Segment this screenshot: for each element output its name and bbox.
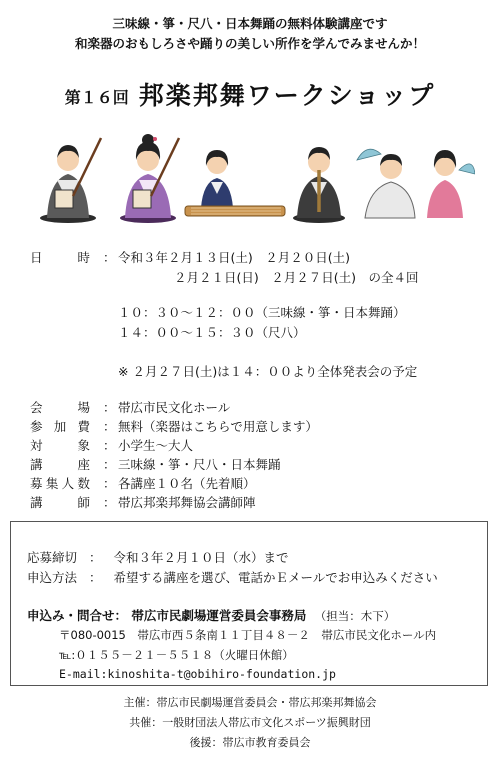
date-label: 日 時 <box>30 250 90 265</box>
presentation-note: ※ ２月２７日(土)は１４：００より全体発表会の予定 <box>118 364 418 379</box>
shakuhachi-player-icon <box>293 147 345 223</box>
title-edition: 第１６回 <box>64 88 129 107</box>
fee-label: 参 加 費 <box>30 419 90 434</box>
contact-person: （担当：木下） <box>314 609 396 623</box>
method-label: 申込方法 <box>27 570 78 585</box>
footer-co-organizer: 共催：一般財団法人帯広市文化スポーツ振興財団 <box>129 716 371 729</box>
capacity-value: 各講座１０名（先着順） <box>118 476 256 491</box>
title-main: 邦楽邦舞ワークショップ <box>138 81 436 110</box>
time-line-1: １０：３０～１２：００（三味線・箏・日本舞踊） <box>118 305 406 320</box>
musicians-illustration <box>35 130 475 225</box>
venue-label: 会 場 <box>30 400 90 415</box>
contact-label: 申込み・問合せ： <box>27 608 128 623</box>
phone-number: ℡:０１５５－２１－５５１８（火曜日休館） <box>59 648 294 662</box>
method-value: 希望する講座を選び、電話かＥメールでお申込みください <box>113 570 438 585</box>
course-value: 三味線・箏・尺八・日本舞踊 <box>118 457 281 472</box>
course-label: 講 座 <box>30 457 90 472</box>
venue-value: 帯広市民文化ホール <box>118 400 231 415</box>
deadline-row: 応募締切 ： 令和３年２月１０日（水）まで <box>27 550 289 565</box>
application-box <box>10 521 488 686</box>
koto-player-icon <box>185 150 285 216</box>
footer-organizer: 主催：帯広市民劇場運営委員会・帯広邦楽邦舞協会 <box>123 696 377 709</box>
date-line-2: ２月２１日(日) ２月２７日(土) の全４回 <box>174 270 419 285</box>
target-value: 小学生～大人 <box>118 438 194 453</box>
email-address: E-mail:kinoshita-t@obihiro-foundation.jp <box>59 667 336 681</box>
footer-supporter: 後援：帯広市教育委員会 <box>189 736 311 749</box>
intro-line-2: 和楽器のおもしろさや踊りの美しい所作を学んでみませんか！ <box>74 36 425 51</box>
deadline-label: 応募締切 <box>27 550 78 565</box>
contact-org: 帯広市民劇場運営委員会事務局 <box>131 608 307 623</box>
dancers-icon <box>357 149 475 218</box>
date-colon: ： <box>103 250 116 265</box>
instructor-value: 帯広邦楽邦舞協会講師陣 <box>118 495 256 510</box>
fee-value: 無料（楽器はこちらで用意します） <box>118 419 318 434</box>
method-row: 申込方法 ： 希望する講座を選び、電話かＥメールでお申込みください <box>27 570 438 585</box>
shamisen-player-man-icon <box>40 138 101 223</box>
intro-line-1: 三味線・箏・尺八・日本舞踊の無料体験講座です <box>112 16 388 31</box>
page-title <box>0 72 500 112</box>
instructor-label: 講 師 <box>30 495 90 510</box>
contact-row <box>27 606 395 624</box>
deadline-value: 令和３年２月１０日（水）まで <box>113 550 289 565</box>
target-label: 対 象 <box>30 438 90 453</box>
time-line-2: １４：００～１５：３０（尺八） <box>118 325 306 340</box>
capacity-label: 募 集 人 数 <box>30 476 90 491</box>
shamisen-player-woman-icon <box>120 134 179 223</box>
postal-address: 〒080-0015 帯広市西５条南１１丁目４８－２ 帯広市民文化ホール内 <box>59 628 437 642</box>
date-line-1: 令和３年２月１３日(土) ２月２０日(土) <box>118 250 351 265</box>
